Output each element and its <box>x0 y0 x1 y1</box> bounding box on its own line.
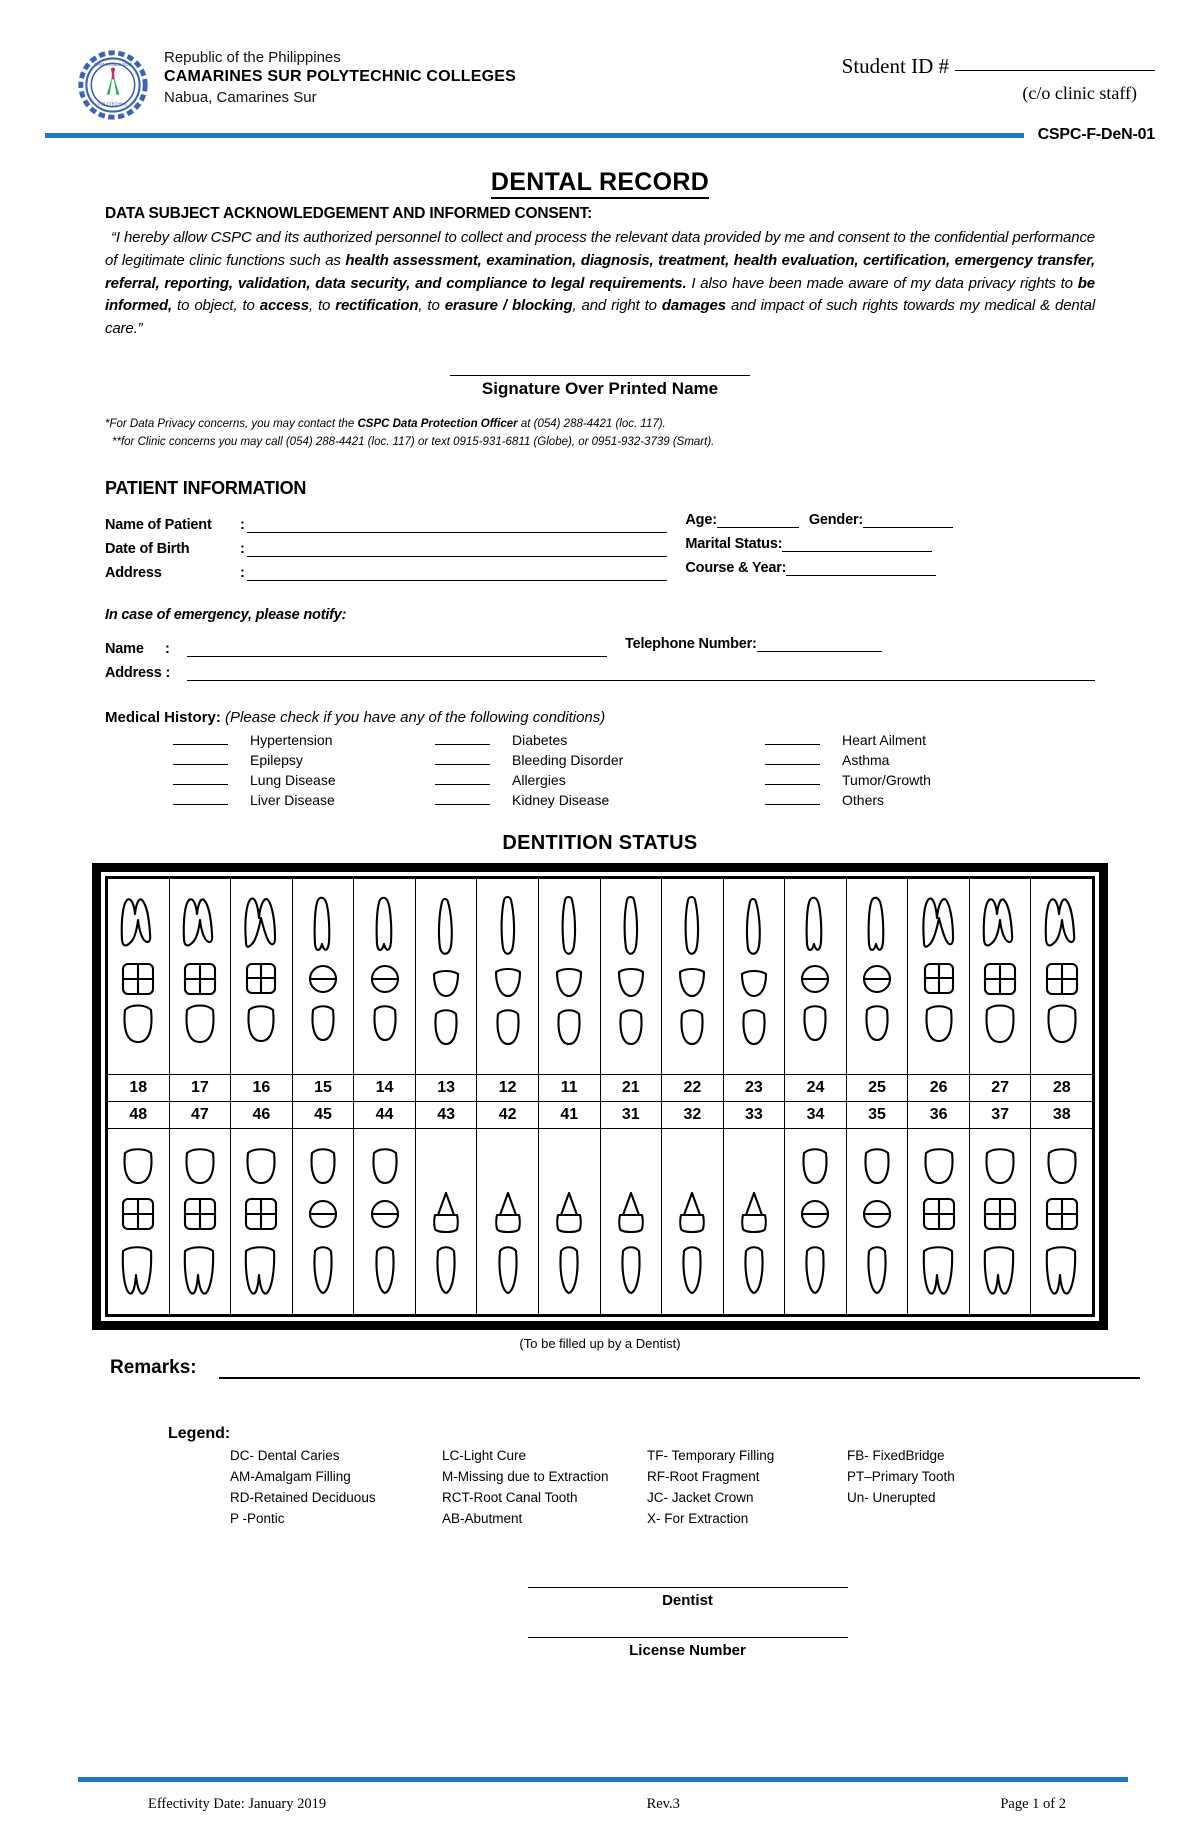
input-age[interactable] <box>717 510 799 528</box>
lower-tooth-cell-42[interactable] <box>477 1128 539 1314</box>
checkbox-tumor-growth[interactable] <box>765 772 820 785</box>
label-telephone-number: Telephone Number: <box>625 635 757 652</box>
label-gender: Gender: <box>808 511 864 528</box>
upper-tooth-cell-16[interactable] <box>231 878 293 1074</box>
dentition-chart-frame <box>92 863 1108 1330</box>
legend-entry: TF- Temporary Filling <box>647 1447 775 1463</box>
medical-history-row <box>105 790 1095 810</box>
input-emergency-address[interactable] <box>187 663 1095 681</box>
checkbox-asthma[interactable] <box>765 752 820 765</box>
label-emergency-address: Address : <box>105 664 171 681</box>
medical-condition-label: Tumor/Growth <box>842 771 931 788</box>
footnote-clinic: **for Clinic concerns you may call (054) 288-4421 (loc. 117) or text 0915-931-6811 (Globe), or 0951-932-3739 (Smart). <box>112 436 715 449</box>
lower-tooth-number: 44 <box>354 1101 416 1128</box>
patient-information-title: PATIENT INFORMATION <box>105 477 307 498</box>
checkbox-epilepsy[interactable] <box>173 752 228 765</box>
emergency-phone-row <box>625 633 882 657</box>
legend-entry: RF-Root Fragment <box>647 1468 760 1484</box>
consent-heading: DATA SUBJECT ACKNOWLEDGEMENT AND INFORMED CONSENT: <box>105 205 593 222</box>
lower-tooth-number: 36 <box>908 1101 970 1128</box>
dentition-chart <box>105 876 1095 1317</box>
legend-entry: RCT-Root Canal Tooth <box>442 1490 578 1506</box>
clinic-staff-note: (c/o clinic staff) <box>1022 83 1137 103</box>
lower-tooth-number: 47 <box>169 1101 231 1128</box>
medical-condition-label: Asthma <box>842 751 890 768</box>
upper-tooth-cell-13[interactable] <box>415 878 477 1074</box>
student-id-row <box>842 54 1155 79</box>
medical-condition-label: Others <box>842 791 885 808</box>
consent-part-5: , to <box>418 297 445 315</box>
emergency-row-name <box>105 633 1095 657</box>
lower-tooth-cell-36[interactable] <box>908 1128 970 1314</box>
footnote-data-privacy <box>105 415 1095 433</box>
input-remarks[interactable] <box>219 1357 1140 1379</box>
upper-tooth-cell-14[interactable] <box>354 878 416 1074</box>
medical-condition-label: Diabetes <box>512 731 568 748</box>
legend-entry: Un- Unerupted <box>847 1490 936 1506</box>
lower-tooth-cell-33[interactable] <box>723 1128 785 1314</box>
medical-history-row <box>105 750 1095 770</box>
checkbox-kidney-disease[interactable] <box>435 792 490 805</box>
legend-entry: X- For Extraction <box>647 1511 749 1527</box>
colon-name: : <box>240 516 245 533</box>
dentition-table <box>107 878 1093 1315</box>
medical-history-cell <box>765 770 1095 790</box>
upper-tooth-cell-24[interactable] <box>785 878 847 1074</box>
footnote-1-post: at (054) 288-4421 (loc. 117). <box>517 417 666 430</box>
republic-line: Republic of the Philippines <box>164 49 341 66</box>
medical-history-cell <box>435 790 765 810</box>
consent-bold-6: damages <box>661 297 726 315</box>
signature-label: Signature Over Printed Name <box>481 378 719 398</box>
legend-entry: M-Missing due to Extraction <box>442 1468 609 1484</box>
lower-tooth-cell-48[interactable] <box>108 1128 170 1314</box>
upper-tooth-number: 15 <box>292 1074 354 1101</box>
footnote-1-pre: *For Data Privacy concerns, you may contact the <box>105 417 358 430</box>
upper-tooth-number: 24 <box>785 1074 847 1101</box>
upper-tooth-number: 22 <box>662 1074 724 1101</box>
upper-numbers-row <box>108 1074 1093 1101</box>
medical-history-cell <box>105 770 435 790</box>
medical-history-cell <box>435 750 765 770</box>
medical-condition-label: Lung Disease <box>250 771 336 788</box>
label-age: Age: <box>685 511 717 528</box>
consent-part-4: , to <box>308 297 336 315</box>
legend-entry: LC-Light Cure <box>442 1447 527 1463</box>
lower-tooth-number: 35 <box>846 1101 908 1128</box>
page-header <box>0 0 1200 120</box>
legend-entry: FB- FixedBridge <box>847 1447 945 1463</box>
consent-bold-5: erasure / blocking <box>444 297 573 315</box>
upper-tooth-cell-15[interactable] <box>292 878 354 1074</box>
license-number-block <box>0 1637 1200 1659</box>
legend-entry: AM-Amalgam Filling <box>230 1468 351 1484</box>
input-course-year[interactable] <box>786 558 936 576</box>
medical-condition-label: Hypertension <box>250 731 333 748</box>
lower-tooth-number: 46 <box>231 1101 293 1128</box>
dentition-status-title: DENTITION STATUS <box>502 831 698 854</box>
page-title-text: DENTAL RECORD <box>491 168 709 199</box>
input-telephone-number[interactable] <box>757 634 882 652</box>
lower-tooth-number: 34 <box>785 1101 847 1128</box>
school-name: CAMARINES SUR POLYTECHNIC COLLEGES <box>164 68 517 86</box>
medical-history-cell <box>105 730 435 750</box>
lower-tooth-cell-47[interactable] <box>169 1128 231 1314</box>
upper-tooth-number: 27 <box>969 1074 1031 1101</box>
medical-history-cell <box>765 790 1095 810</box>
legend-entry: JC- Jacket Crown <box>647 1490 754 1506</box>
medical-condition-label: Kidney Disease <box>512 791 610 808</box>
upper-tooth-cell-22[interactable] <box>662 878 724 1074</box>
consent-bold-1: health assessment, examination, diagnosis, treatment, health evaluation, certification, emergency transfer, referral, reporting, validation, data security, and compliance to legal requirements. <box>105 251 1096 292</box>
consent-bold-3: access <box>259 297 309 315</box>
remarks-row <box>110 1357 1140 1379</box>
upper-tooth-number: 23 <box>723 1074 785 1101</box>
input-emergency-name[interactable] <box>187 639 607 657</box>
footer-row <box>78 1796 1128 1813</box>
medical-history-header <box>105 709 1095 726</box>
label-marital-status: Marital Status: <box>685 535 783 552</box>
lower-tooth-cell-46[interactable] <box>231 1128 293 1314</box>
school-location: Nabua, Camarines Sur <box>164 88 317 106</box>
footnote-1-bold: CSPC Data Protection Officer <box>357 417 518 430</box>
upper-tooth-cell-12[interactable] <box>477 878 539 1074</box>
lower-tooth-number: 33 <box>723 1101 785 1128</box>
lower-tooth-cell-43[interactable] <box>415 1128 477 1314</box>
lower-tooth-number: 38 <box>1031 1101 1093 1128</box>
emergency-notify-title: In case of emergency, please notify: <box>105 606 347 623</box>
upper-tooth-cell-21[interactable] <box>600 878 662 1074</box>
medical-history-cell <box>435 770 765 790</box>
legend-entry: DC- Dental Caries <box>230 1447 340 1463</box>
legend-title: Legend: <box>168 1424 231 1442</box>
patient-right-row-2 <box>685 533 932 557</box>
consent-signature-block <box>105 375 1095 399</box>
checkbox-allergies[interactable] <box>435 772 490 785</box>
input-marital-status[interactable] <box>782 534 932 552</box>
upper-tooth-cell-11[interactable] <box>538 878 600 1074</box>
upper-tooth-number: 25 <box>846 1074 908 1101</box>
upper-tooth-cell-25[interactable] <box>846 878 908 1074</box>
page-title <box>0 168 1200 197</box>
label-course-year: Course & Year: <box>685 559 787 576</box>
lower-tooth-number: 32 <box>662 1101 724 1128</box>
medical-history-label: Medical History: <box>105 708 221 726</box>
input-date-of-birth[interactable] <box>247 539 667 557</box>
svg-text:CAMARINES SUR: CAMARINES SUR <box>94 62 132 68</box>
upper-tooth-number: 14 <box>354 1074 416 1101</box>
dentist-signature-block <box>0 1587 1200 1609</box>
upper-teeth-row <box>108 878 1093 1074</box>
header-accent-rule <box>45 133 1024 138</box>
patient-information-table <box>105 509 1095 581</box>
consent-bold-2: be informed, <box>105 274 1095 315</box>
emergency-row-address <box>105 657 1095 681</box>
remarks-label: Remarks: <box>110 1356 197 1378</box>
lower-tooth-number: 37 <box>969 1101 1031 1128</box>
footer-effectivity-date: Effectivity Date: January 2019 <box>148 1796 327 1812</box>
lower-tooth-cell-32[interactable] <box>662 1128 724 1314</box>
medical-condition-label: Liver Disease <box>250 791 335 808</box>
legend-entry: AB-Abutment <box>442 1511 523 1527</box>
legend-entry <box>847 1510 1200 1528</box>
upper-tooth-number: 13 <box>415 1074 477 1101</box>
lower-tooth-cell-35[interactable] <box>846 1128 908 1314</box>
legend-grid <box>230 1447 1200 1529</box>
upper-tooth-number: 11 <box>538 1074 600 1101</box>
consent-footnotes <box>105 415 1095 452</box>
legend-entry: PT–Primary Tooth <box>847 1468 955 1484</box>
lower-tooth-cell-37[interactable] <box>969 1128 1031 1314</box>
upper-tooth-number: 21 <box>600 1074 662 1101</box>
filled-by-dentist-note: (To be filled up by a Dentist) <box>519 1335 681 1351</box>
input-name-of-patient[interactable] <box>247 515 667 533</box>
input-gender[interactable] <box>863 510 953 528</box>
checkbox-lung-disease[interactable] <box>173 772 228 785</box>
student-id-block <box>842 48 1155 104</box>
patient-right-row-1 <box>685 509 953 533</box>
label-date-of-birth: Date of Birth <box>105 540 190 557</box>
colon-emergency-name: : <box>165 640 170 657</box>
page-footer <box>0 1777 1200 1813</box>
student-id-input[interactable] <box>955 70 1155 71</box>
lower-tooth-number: 48 <box>108 1101 170 1128</box>
upper-tooth-cell-23[interactable] <box>723 878 785 1074</box>
upper-tooth-cell-28[interactable] <box>1031 878 1093 1074</box>
lower-numbers-row <box>108 1101 1093 1128</box>
consent-part-1: “I hereby allow CSPC and its authorized personnel to collect and process the relevant data provided by me and consent to the confidential performance of legitimate clinic functions such as <box>105 229 1095 269</box>
upper-tooth-number: 17 <box>169 1074 231 1101</box>
label-name-of-patient: Name of Patient <box>105 516 212 533</box>
footer-page-number: Page 1 of 2 <box>1000 1796 1066 1812</box>
lower-tooth-cell-38[interactable] <box>1031 1128 1093 1314</box>
consent-part-6: , and right to <box>572 297 662 315</box>
license-number-line[interactable] <box>528 1637 848 1638</box>
lower-tooth-number: 43 <box>415 1101 477 1128</box>
medical-history-cell <box>435 730 765 750</box>
consent-part-7: and impact of such rights towards my medical & dental care.” <box>105 297 1096 338</box>
medical-history-instruction: (Please check if you have any of the following conditions) <box>225 708 606 726</box>
lower-tooth-number: 31 <box>600 1101 662 1128</box>
checkbox-bleeding-disorder[interactable] <box>435 752 490 765</box>
footer-accent-rule <box>78 1777 1128 1782</box>
consent-part-2: I also have been made aware of my data privacy rights to <box>686 274 1078 292</box>
emergency-contact-table <box>105 633 1095 681</box>
medical-history-cell <box>765 750 1095 770</box>
consent-part-3: to object, to <box>172 297 260 315</box>
upper-tooth-number: 28 <box>1031 1074 1093 1101</box>
medical-history-row <box>105 730 1095 750</box>
colon-address: : <box>240 564 245 581</box>
legend-entry: RD-Retained Deciduous <box>230 1490 376 1506</box>
upper-tooth-cell-17[interactable] <box>169 878 231 1074</box>
medical-history-row <box>105 770 1095 790</box>
medical-condition-label: Epilepsy <box>250 751 303 768</box>
cspc-seal-icon <box>78 50 148 120</box>
upper-tooth-number: 26 <box>908 1074 970 1101</box>
label-emergency-name: Name <box>105 640 144 657</box>
dentist-signature-line[interactable] <box>528 1587 848 1588</box>
upper-tooth-cell-18[interactable] <box>108 878 170 1074</box>
form-code: CSPC-F-DeN-01 <box>1037 126 1155 143</box>
license-number-label: License Number <box>629 1641 746 1659</box>
label-address: Address <box>105 564 162 581</box>
header-rule-row <box>0 126 1200 144</box>
footer-revision: Rev.3 <box>646 1796 680 1812</box>
student-id-label: Student ID # <box>841 54 949 78</box>
checkbox-heart-ailment[interactable] <box>765 732 820 745</box>
lower-tooth-cell-44[interactable] <box>354 1128 416 1314</box>
lower-tooth-cell-34[interactable] <box>785 1128 847 1314</box>
medical-condition-label: Heart Ailment <box>842 731 927 748</box>
lower-teeth-row <box>108 1128 1093 1314</box>
upper-tooth-number: 16 <box>231 1074 293 1101</box>
legend-section <box>168 1425 1200 1529</box>
main-content <box>0 205 1200 810</box>
patient-row-dob <box>105 533 1095 557</box>
lower-tooth-cell-45[interactable] <box>292 1128 354 1314</box>
upper-tooth-cell-26[interactable] <box>908 878 970 1074</box>
checkbox-diabetes[interactable] <box>435 732 490 745</box>
patient-row-name <box>105 509 1095 533</box>
medical-history-cell <box>105 750 435 770</box>
patient-row-address <box>105 557 1095 581</box>
consent-bold-4: rectification <box>335 297 419 315</box>
legend-entry: P -Pontic <box>230 1511 285 1527</box>
medical-history-grid <box>105 730 1095 810</box>
lower-tooth-number: 45 <box>292 1101 354 1128</box>
patient-right-row-3 <box>685 557 936 581</box>
checkbox-liver-disease[interactable] <box>173 792 228 805</box>
checkbox-others[interactable] <box>765 792 820 805</box>
input-address[interactable] <box>247 563 667 581</box>
consent-paragraph <box>105 227 1095 341</box>
lower-tooth-number: 42 <box>477 1101 539 1128</box>
medical-condition-label: Allergies <box>512 771 566 788</box>
school-identity <box>164 48 516 107</box>
signature-line[interactable] <box>450 375 750 376</box>
upper-tooth-cell-27[interactable] <box>969 878 1031 1074</box>
upper-tooth-number: 18 <box>108 1074 170 1101</box>
medical-history-cell <box>105 790 435 810</box>
checkbox-hypertension[interactable] <box>173 732 228 745</box>
medical-condition-label: Bleeding Disorder <box>512 751 624 768</box>
lower-tooth-number: 41 <box>538 1101 600 1128</box>
svg-text:POLYTECHNIC: POLYTECHNIC <box>98 101 128 107</box>
lower-tooth-cell-31[interactable] <box>600 1128 662 1314</box>
colon-dob: : <box>240 540 245 557</box>
medical-history-cell <box>765 730 1095 750</box>
upper-tooth-number: 12 <box>477 1074 539 1101</box>
lower-tooth-cell-41[interactable] <box>538 1128 600 1314</box>
dentist-label: Dentist <box>662 1591 713 1609</box>
